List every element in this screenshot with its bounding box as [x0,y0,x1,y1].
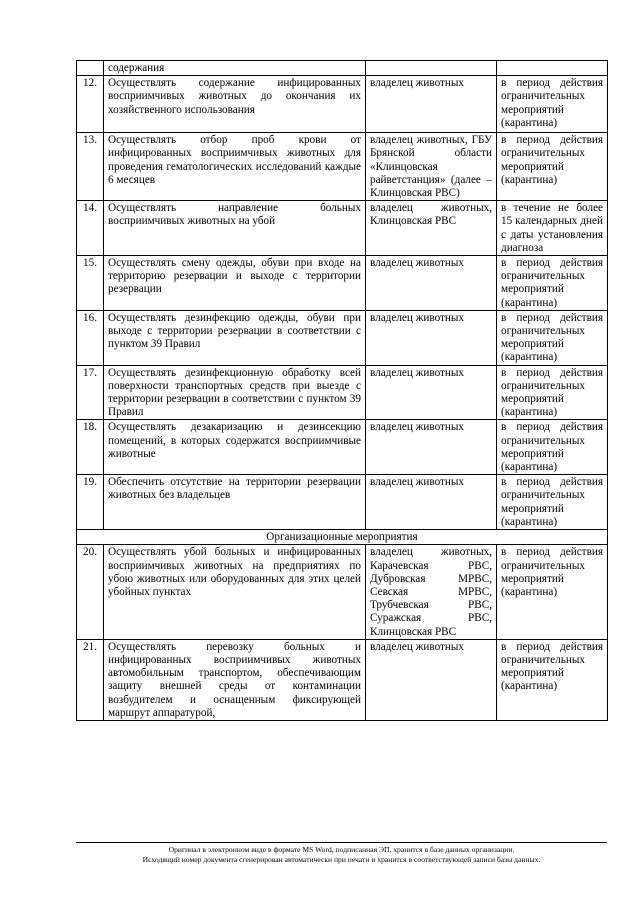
row-term: в период действия ограничительных мероприятий (карантина) [497,420,608,475]
row-executor: владелец животных [366,76,497,133]
table-row [77,639,608,720]
row-action: Обеспечить отсутствие на территории резервации животных без владельцев [104,475,366,530]
row-term: в период действия ограничительных мероприятий (карантина) [497,475,608,530]
row-action: Осуществлять дезинфекционную обработку всей поверхности транспортных средств при выезде с территории резервации в соответствии с пунктом 39 Правил [104,365,366,420]
row-number: 20. [77,545,104,639]
row-number: 17. [77,365,104,420]
row-action: Осуществлять смену одежды, обуви при входе на территорию резервации и выходе с территории резервации [104,256,366,311]
section-row [77,530,608,545]
row-term: в период действия ограничительных мероприятий (карантина) [497,256,608,311]
row-executor: владелец животных, ГБУ Брянской области «Клинцовская райветстанция» (далее – Клинцовская РВС) [366,133,497,201]
row-action: Осуществлять дезакаризацию и дезинсекцию помещений, в которых содержатся восприимчивые животные [104,420,366,475]
row-action: Осуществлять дезинфекцию одежды, обуви при выходе с территории резервации в соответствии с пунктом 39 Правил [104,310,366,365]
row-action: Осуществлять убой больных и инфицированных восприимчивых животных на предприятиях по убою животных или оборудованных для этих целей убойных пунктах [104,545,366,639]
row-executor: владелец животных [366,475,497,530]
row-term: в период действия ограничительных мероприятий (карантина) [497,76,608,133]
row-number: 21. [77,639,104,720]
row-number: 12. [77,76,104,133]
table-row [77,256,608,311]
table-row [77,61,608,76]
row-action: содержания [104,61,366,76]
row-term: в период действия ограничительных мероприятий (карантина) [497,545,608,639]
table-row [77,201,608,256]
table-row [77,76,608,133]
table-row [77,365,608,420]
table-row [77,310,608,365]
section-title: Организационные мероприятия [77,530,608,545]
row-executor: владелец животных [366,420,497,475]
row-number: 16. [77,310,104,365]
row-term: в период действия ограничительных мероприятий (карантина) [497,365,608,420]
row-action: Осуществлять содержание инфицированных восприимчивых животных до окончания их хозяйственного использования [104,76,366,133]
row-action: Осуществлять отбор проб крови от инфицированных восприимчивых животных для проведения гематологических исследований каждые 6 месяцев [104,133,366,201]
row-term: в течение не более 15 календарных дней с даты установления диагноза [497,201,608,256]
row-action: Осуществлять направление больных восприимчивых животных на убой [104,201,366,256]
footer-line-1: Оригинал в электронном виде в формате MS Word, подписанная ЭП, хранится в базе данных организации. [168,845,515,854]
footer-line-2: Исходящий номер документа сгенерирован автоматически при печати и хранится в соответствующей записи базы данных. [142,855,541,864]
row-term: в период действия ограничительных мероприятий (карантина) [497,310,608,365]
row-executor: владелец животных [366,310,497,365]
row-number: 18. [77,420,104,475]
row-term [497,61,608,76]
row-number: 14. [77,201,104,256]
row-number [77,61,104,76]
row-executor: владелец животных [366,639,497,720]
table-row [77,475,608,530]
table-row [77,545,608,639]
row-number: 15. [77,256,104,311]
document-footer [76,842,607,865]
row-executor [366,61,497,76]
row-action: Осуществлять перевозку больных и инфицированных восприимчивых животных автомобильным транспортом, обеспечивающим защиту внешней среды от контаминации возбудителем и оснащенным фиксирующей маршрут аппаратурой, [104,639,366,720]
row-number: 19. [77,475,104,530]
row-executor: владелец животных [366,256,497,311]
row-executor: владелец животных, Карачевская РВС, Дубровская МРВС, Севская МРВС, Трубчевская РВС, Суражская РВС, Клинцовская РВС [366,545,497,639]
table-row [77,133,608,201]
row-term: в период действия ограничительных мероприятий (карантина) [497,639,608,720]
measures-table [76,60,608,721]
row-number: 13. [77,133,104,201]
row-term: в период действия ограничительных мероприятий (карантина) [497,133,608,201]
row-executor: владелец животных, Клинцовская РВС [366,201,497,256]
row-executor: владелец животных [366,365,497,420]
table-row [77,420,608,475]
